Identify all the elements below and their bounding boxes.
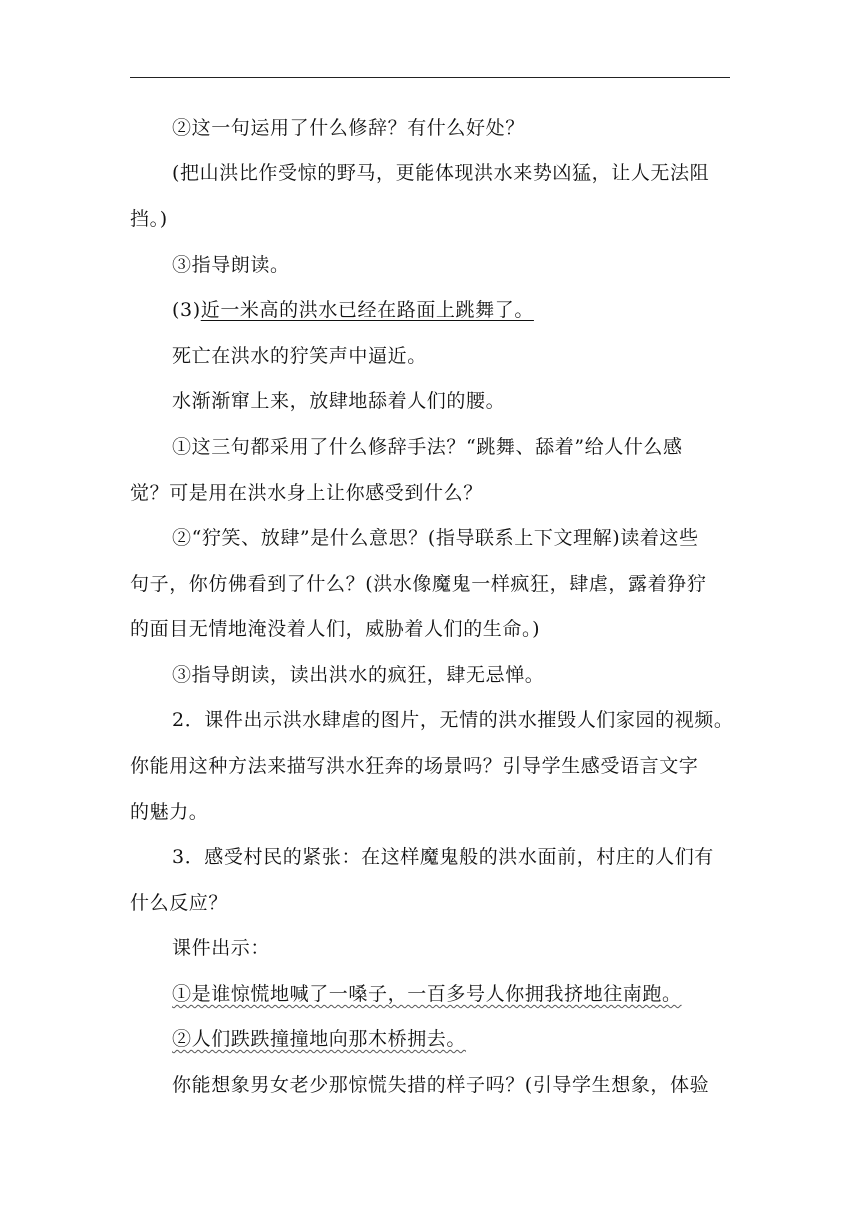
courseware-label: 课件出示： xyxy=(172,937,271,959)
question-line: ①这三句都采用了什么修辞手法？“跳舞、舔着”给人什么感 xyxy=(172,436,683,458)
header-rule xyxy=(130,77,730,78)
answer-line-cont: 挡。) xyxy=(130,208,168,230)
step-2-line: 2．课件出示洪水肆虐的图片，无情的洪水摧毁人们家园的视频。 xyxy=(172,709,734,731)
step-3-line-cont: 什么反应？ xyxy=(130,892,229,914)
item-3-line xyxy=(172,299,730,321)
step-3-line: 3．感受村民的紧张：在这样魔鬼般的洪水面前，村庄的人们有 xyxy=(172,846,714,868)
step-2-line-cont: 你能用这种方法来描写洪水狂奔的场景吗？引导学生感受语言文字 xyxy=(130,755,699,777)
question-line-cont: 句子，你仿佛看到了什么？(洪水像魔鬼一样疯狂，肆虐，露着狰狞 xyxy=(130,573,707,595)
question-line: ②这一句运用了什么修辞？有什么好处？ xyxy=(172,117,525,139)
item-3-underlined-sentence: 近一米高的洪水已经在路面上跳舞了。 xyxy=(200,299,534,321)
quote-line xyxy=(172,983,730,1005)
sentence-line: 死亡在洪水的狞笑声中逼近。 xyxy=(172,345,427,367)
quote-line xyxy=(172,1028,730,1050)
answer-line-cont: 的面目无情地淹没着人们，威胁着人们的生命。) xyxy=(130,618,541,640)
question-line: ②“狞笑、放肆”是什么意思？(指导联系上下文理解)读着这些 xyxy=(172,527,699,549)
question-line: 你能想象男女老少那惊慌失措的样子吗？(引导学生想象，体验 xyxy=(172,1074,710,1096)
step-2-line-cont: 的魅力。 xyxy=(130,801,209,823)
quote-1-wavy-underlined: ①是谁惊慌地喊了一嗓子，一百多号人你拥我挤地往南跑。 xyxy=(172,983,682,1005)
quote-2-wavy-underlined: ②人们跌跌撞撞地向那木桥拥去。 xyxy=(172,1028,467,1050)
question-line-cont: 觉？可是用在洪水身上让你感受到什么？ xyxy=(130,482,483,504)
answer-line: (把山洪比作受惊的野马，更能体现洪水来势凶猛，让人无法阻 xyxy=(172,162,710,184)
item-3-prefix: (3) xyxy=(172,299,201,321)
sentence-line: 水渐渐窜上来，放肆地舔着人们的腰。 xyxy=(172,390,506,412)
instruction-line: ③指导朗读。 xyxy=(172,254,290,276)
instruction-line: ③指导朗读，读出洪水的疯狂，肆无忌惮。 xyxy=(172,664,545,686)
